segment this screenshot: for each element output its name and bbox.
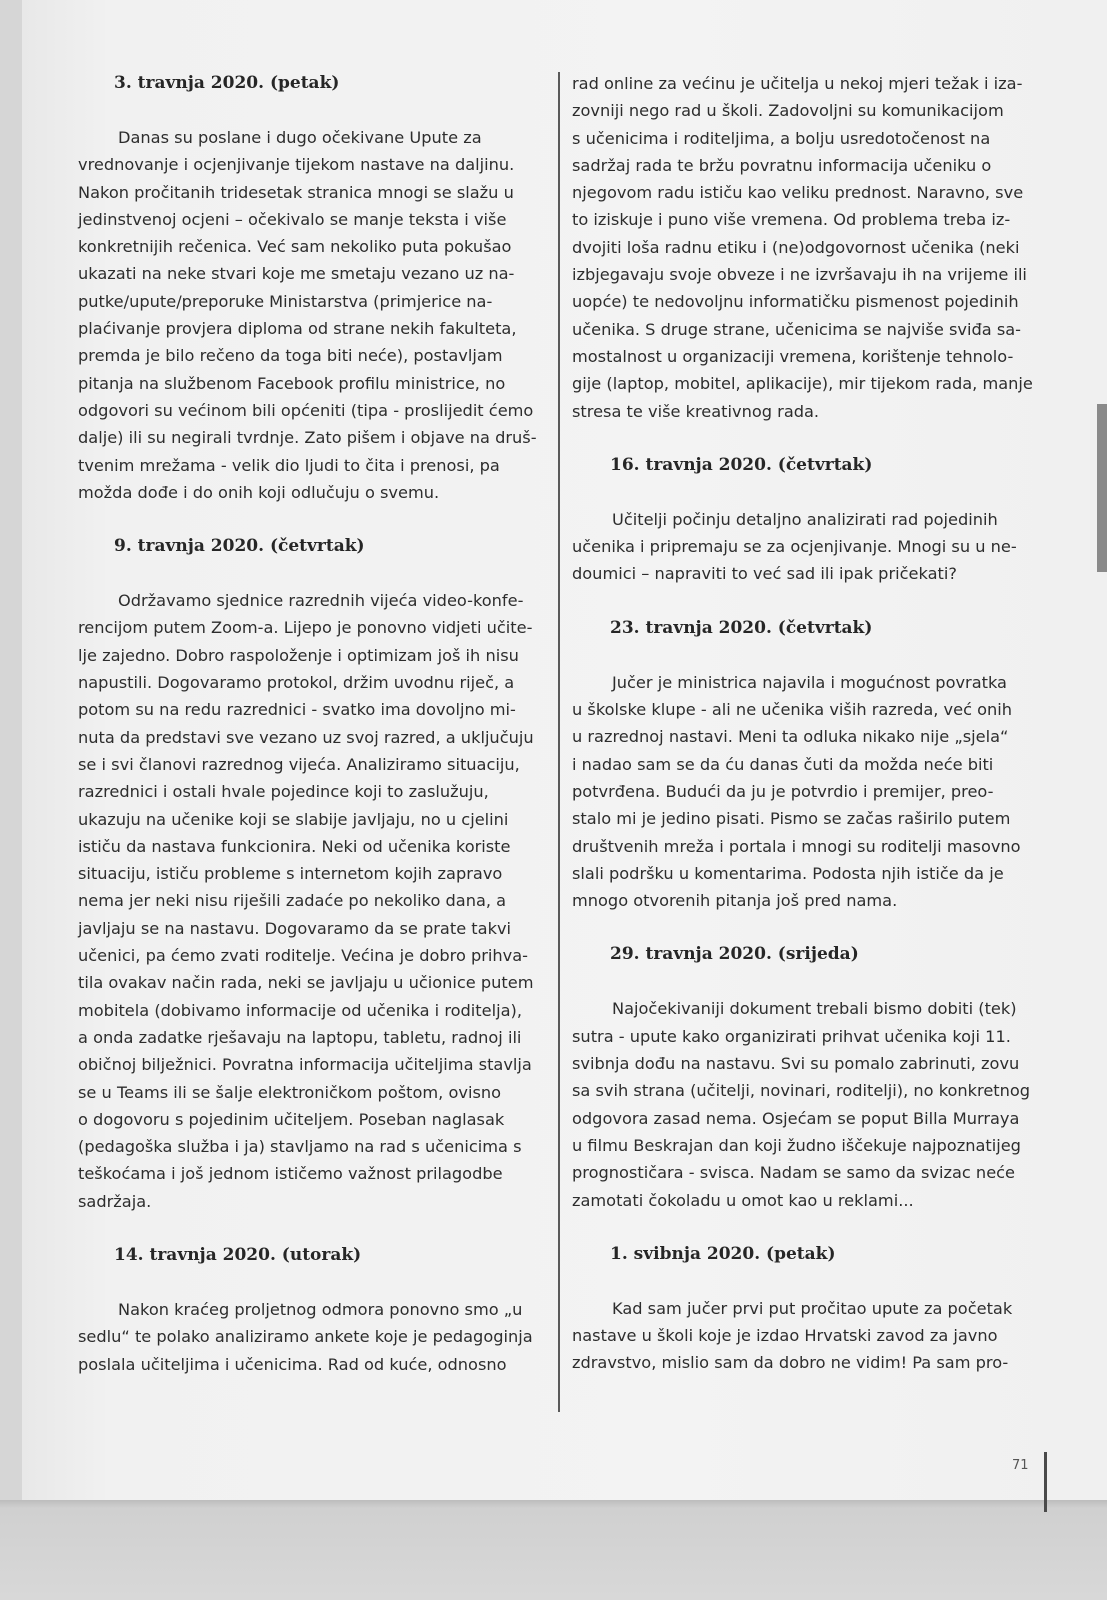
page-shadow bbox=[0, 1500, 1107, 1600]
text-line: lje zajedno. Dobro raspoloženje i optimizam još ih nisu bbox=[78, 645, 519, 665]
text-line: u školske klupe - ali ne učenika viših razreda, već onih bbox=[572, 700, 1013, 720]
text-line: konkretnijih rečenica. Već sam nekoliko puta pokušao bbox=[78, 237, 512, 257]
text-line: (pedagoška služba i ja) stavljamo na rad s učenicima s bbox=[78, 1137, 522, 1157]
text-line: učenika i pripremaju se za ocjenjivanje. Mnogi su u ne- bbox=[572, 537, 1017, 557]
text-line: Nakon kraćeg proljetnog odmora ponovno smo „u bbox=[118, 1299, 523, 1319]
text-line: o dogovoru s pojedinim učiteljem. Poseban naglasak bbox=[78, 1109, 505, 1129]
text-line: mnogo otvorenih pitanja još pred nama. bbox=[572, 891, 898, 911]
paragraph-gap bbox=[572, 642, 1042, 669]
text-line: Održavamo sjednice razrednih vijeća video-konfe- bbox=[118, 591, 524, 611]
text-line: mostalnost u organizaciji vremena, korištenje tehnolo- bbox=[572, 346, 1014, 366]
diary-entry-date-heading: 9. travnja 2020. (četvrtak) bbox=[114, 536, 365, 557]
text-line: Danas su poslane i dugo očekivane Upute za bbox=[118, 128, 482, 147]
paragraph-gap bbox=[572, 914, 1042, 941]
diary-entry-paragraph bbox=[572, 506, 1042, 588]
paragraph-gap bbox=[78, 506, 548, 533]
diary-entry-date-heading: 14. travnja 2020. (utorak) bbox=[114, 1244, 362, 1265]
text-line: napustili. Dogovaramo protokol, držim uvodnu riječ, a bbox=[78, 673, 515, 693]
text-line: učenika. S druge strane, učenicima se najviše sviđa sa- bbox=[572, 319, 1022, 339]
text-line: stalo mi je jedino pisati. Pismo se začas raširilo putem bbox=[572, 809, 1011, 829]
diary-entry-date-heading: 23. travnja 2020. (četvrtak) bbox=[610, 617, 873, 638]
text-line: razrednici i ostali hvale pojedince koji to zaslužuju, bbox=[78, 782, 489, 802]
right-column bbox=[572, 70, 1042, 1377]
text-line: jedinstvenoj ocjeni – očekivalo se manje teksta i više bbox=[78, 209, 507, 229]
text-line: ukazati na neke stvari koje me smetaju vezano uz na- bbox=[78, 264, 515, 284]
text-line: teškoćama i još jednom ističemo važnost prilagodbe bbox=[78, 1164, 503, 1184]
diary-entry-date-heading: 3. travnja 2020. (petak) bbox=[114, 73, 340, 93]
text-line: sedlu“ te polako analiziramo ankete koje je pedagoginja bbox=[78, 1327, 533, 1347]
text-line: sa svih strana (učitelji, novinari, roditelji), no konkretnog bbox=[572, 1081, 1031, 1101]
text-line: doumici – napraviti to već sad ili ipak pričekati? bbox=[572, 564, 957, 584]
page-edge-tab bbox=[1097, 404, 1107, 572]
text-line: tila ovakav način rada, neki se javljaju u učionice putem bbox=[78, 973, 534, 993]
text-line: društvenih mreža i portala i mnogi su roditelji masovno bbox=[572, 836, 1021, 856]
text-line: možda dođe i do onih koji odlučuju o svemu. bbox=[78, 482, 440, 502]
text-line: slali podršku u komentarima. Podosta njih ističe da je bbox=[572, 863, 1004, 883]
text-line: ukazuju na učenike koji se slabije javljaju, no u cjelini bbox=[78, 809, 509, 829]
diary-entry-paragraph bbox=[78, 124, 548, 506]
text-line: to iziskuje i puno više vremena. Od problema treba iz- bbox=[572, 210, 1011, 230]
text-line: nuta da predstavi sve vezano uz svoj razred, a uključuju bbox=[78, 727, 534, 747]
text-line: odgovora zasad nema. Osjećam se poput Billa Murraya bbox=[572, 1108, 1020, 1128]
text-line: rad online za većinu je učitelja u nekoj mjeri težak i iza- bbox=[572, 74, 1023, 93]
text-line: stresa te više kreativnog rada. bbox=[572, 401, 820, 421]
text-line: premda je bilo rečeno da toga biti neće), postavljam bbox=[78, 346, 503, 366]
text-line: mobitela (dobivamo informacije od učenika i roditelja), bbox=[78, 1000, 522, 1020]
text-line: dalje) ili su negirali tvrdnje. Zato pišem i objave na druš- bbox=[78, 428, 537, 448]
text-line: poslala učiteljima i učenicima. Rad od kuće, odnosno bbox=[78, 1354, 507, 1374]
text-line: nastave u školi koje je izdao Hrvatski zavod za javno bbox=[572, 1326, 998, 1346]
text-line: u razrednoj nastavi. Meni ta odluka nikako nije „sjela“ bbox=[572, 727, 1009, 747]
text-line: Kad sam jučer prvi put pročitao upute za početak bbox=[612, 1298, 1013, 1318]
diary-entry-date-heading: 16. travnja 2020. (četvrtak) bbox=[610, 454, 873, 475]
text-line: javljaju se na nastavu. Dogovaramo da se prate takvi bbox=[78, 918, 512, 938]
text-line: Najočekivaniji dokument trebali bismo dobiti (tek) bbox=[612, 999, 1017, 1019]
text-line: odgovori su većinom bili općeniti (tipa - proslijedit ćemo bbox=[78, 400, 534, 420]
text-line: nema jer neki nisu riješili zadaće po nekoliko dana, a bbox=[78, 891, 507, 911]
diary-entry-paragraph bbox=[572, 995, 1042, 1213]
text-line: njegovom radu ističu kao veliku prednost. Naravno, sve bbox=[572, 183, 1024, 203]
text-line: dvojiti loša radnu etiku i (ne)odgovornost učenika (neki bbox=[572, 237, 1020, 257]
text-line: prognostičara - svisca. Nadam se samo da svizac neće bbox=[572, 1163, 1016, 1183]
paragraph-gap bbox=[78, 560, 548, 587]
diary-entry-paragraph bbox=[78, 1296, 548, 1378]
text-line: zamotati čokoladu u omot kao u reklami... bbox=[572, 1190, 914, 1210]
text-line: plaćivanje provjera diploma od strane nekih fakulteta, bbox=[78, 319, 517, 339]
text-line: s učenicima i roditeljima, a bolju usredotočenost na bbox=[572, 128, 991, 148]
text-line: gije (laptop, mobitel, aplikacije), mir tijekom rada, manje bbox=[572, 374, 1033, 394]
diary-entry-date-heading: 1. svibnja 2020. (petak) bbox=[610, 1243, 836, 1264]
text-line: pitanja na službenom Facebook profilu ministrice, no bbox=[78, 373, 506, 393]
text-line: rencijom putem Zoom-a. Lijepo je ponovno vidjeti učite- bbox=[78, 618, 533, 638]
paragraph-gap bbox=[572, 1268, 1042, 1295]
text-line: situaciju, ističu probleme s internetom kojih zapravo bbox=[78, 864, 503, 884]
text-line: sadržaja. bbox=[78, 1191, 152, 1211]
column-divider bbox=[558, 72, 560, 1412]
text-line: potom su na redu razrednici - svatko ima dovoljno mi- bbox=[78, 700, 516, 720]
diary-entry-paragraph bbox=[572, 669, 1042, 915]
text-line: običnoj bilježnici. Povratna informacija učiteljima stavlja bbox=[78, 1055, 532, 1075]
text-line: sadržaj rada te bržu povratnu informacija učeniku o bbox=[572, 155, 992, 175]
page-number: 71 bbox=[1012, 1458, 1029, 1473]
paragraph-gap bbox=[78, 1215, 548, 1242]
paragraph-gap bbox=[572, 479, 1042, 506]
text-line: sutra - upute kako organizirati prihvat učenika koji 11. bbox=[572, 1026, 1011, 1046]
diary-entry-paragraph bbox=[572, 1295, 1042, 1377]
text-line: uopće) te nedovoljnu informatičku pismenost pojedinih bbox=[572, 292, 1019, 312]
text-line: se i svi članovi razrednog vijeća. Analiziramo situaciju, bbox=[78, 754, 520, 774]
paragraph-gap bbox=[78, 97, 548, 124]
text-line: vrednovanje i ocjenjivanje tijekom nastave na daljinu. bbox=[78, 155, 515, 175]
page-number-rule bbox=[1044, 1452, 1047, 1512]
paragraph-gap bbox=[572, 588, 1042, 615]
diary-entry-date-heading: 29. travnja 2020. (srijeda) bbox=[610, 944, 859, 965]
diary-entry-paragraph bbox=[78, 587, 548, 1215]
text-line: u filmu Beskrajan dan koji žudno iščekuje najpoznatijeg bbox=[572, 1135, 1021, 1155]
text-line: svibnja dođu na nastavu. Svi su pomalo zabrinuti, zovu bbox=[572, 1054, 1020, 1074]
left-column bbox=[78, 70, 548, 1378]
paragraph-gap bbox=[78, 1269, 548, 1296]
text-line: a onda zadatke rješavaju na laptopu, tabletu, radnoj ili bbox=[78, 1027, 522, 1047]
text-line: izbjegavaju svoje obveze i ne izvršavaju ih na vrijeme ili bbox=[572, 265, 1027, 285]
text-line: ističu da nastava funkcionira. Neki od učenika koriste bbox=[78, 836, 511, 856]
paragraph-gap bbox=[572, 968, 1042, 995]
paragraph-gap bbox=[572, 1214, 1042, 1241]
text-line: Učitelji počinju detaljno analizirati rad pojedinih bbox=[612, 509, 998, 529]
text-line: učenici, pa ćemo zvati roditelje. Većina je dobro prihva- bbox=[78, 946, 529, 966]
text-line: putke/upute/preporuke Ministarstva (primjerice na- bbox=[78, 291, 493, 311]
text-line: zovniji nego rad u školi. Zadovoljni su komunikacijom bbox=[572, 101, 1004, 121]
text-line: zdravstvo, mislio sam da dobro ne vidim! Pa sam pro- bbox=[572, 1353, 1009, 1373]
text-line: Jučer je ministrica najavila i mogućnost povratka bbox=[612, 672, 1007, 692]
text-line: se u Teams ili se šalje elektroničkom poštom, ovisno bbox=[78, 1082, 502, 1102]
diary-entry-paragraph bbox=[572, 70, 1042, 425]
paragraph-gap bbox=[572, 425, 1042, 452]
text-line: i nadao sam se da ću danas čuti da možda neće biti bbox=[572, 754, 994, 774]
text-line: Nakon pročitanih tridesetak stranica mnogi se slažu u bbox=[78, 182, 514, 202]
text-line: potvrđena. Budući da ju je potvrdio i premijer, preo- bbox=[572, 781, 994, 801]
text-line: tvenim mrežama - velik dio ljudi to čita i prenosi, pa bbox=[78, 455, 500, 475]
